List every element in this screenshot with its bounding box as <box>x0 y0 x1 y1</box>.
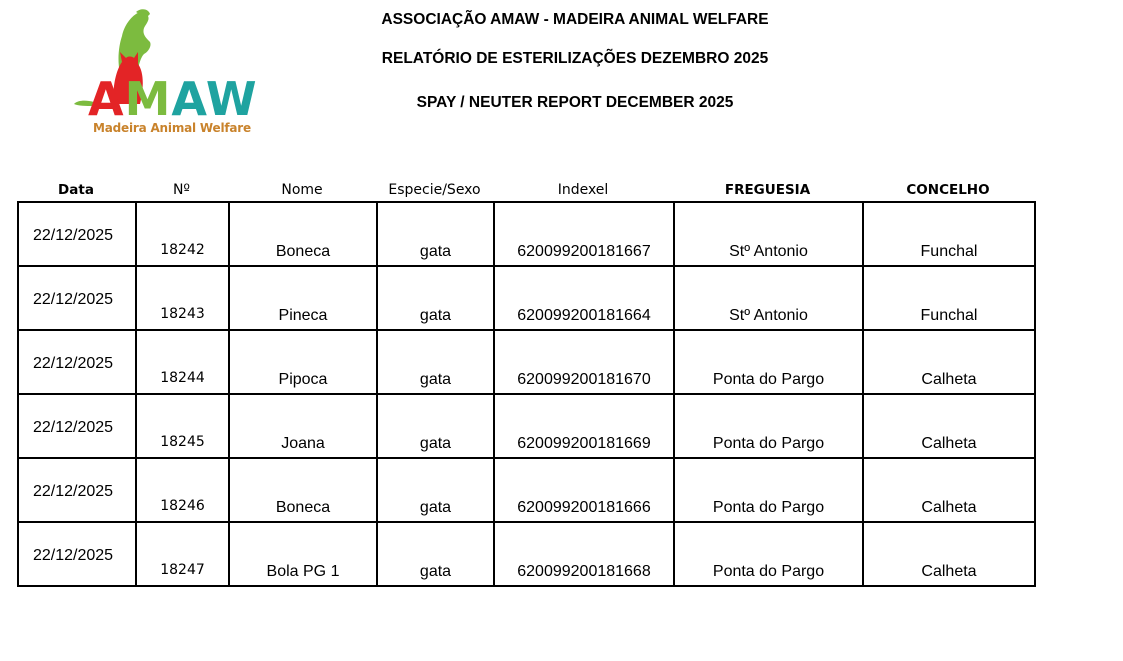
number-cell <box>136 266 229 330</box>
freguesia-cell-text: Ponta do Pargo <box>712 435 825 452</box>
column-header-numero: Nº <box>172 182 191 198</box>
concelho-cell <box>863 522 1035 586</box>
concelho-cell-text: Calheta <box>921 563 977 580</box>
freguesia-cell <box>674 202 863 266</box>
indexel-cell-text: 620099200181668 <box>517 563 651 580</box>
number-cell <box>136 394 229 458</box>
name-cell <box>229 266 377 330</box>
indexel-cell <box>494 202 674 266</box>
freguesia-cell <box>674 522 863 586</box>
indexel-cell <box>494 458 674 522</box>
indexel-cell <box>494 394 674 458</box>
number-cell-text: 18244 <box>160 370 205 386</box>
date-cell <box>18 266 136 330</box>
concelho-cell <box>863 458 1035 522</box>
column-header-indexel: Indexel <box>557 182 609 198</box>
indexel-cell <box>494 330 674 394</box>
number-cell-text: 18242 <box>160 242 205 258</box>
table-row <box>18 458 1035 522</box>
freguesia-cell-text: Ponta do Pargo <box>712 563 825 580</box>
amaw-logo: AMAW <box>66 8 250 140</box>
logo-tagline: Madeira Animal Welfare <box>93 121 251 135</box>
concelho-cell-text: Funchal <box>920 243 978 260</box>
species-sex-cell <box>377 266 494 330</box>
concelho-cell <box>863 394 1035 458</box>
indexel-cell-text: 620099200181669 <box>517 435 651 452</box>
concelho-cell <box>863 266 1035 330</box>
indexel-cell <box>494 266 674 330</box>
freguesia-cell-text: Stº Antonio <box>729 243 808 260</box>
table-row <box>18 394 1035 458</box>
indexel-cell-text: 620099200181670 <box>517 371 651 388</box>
species-sex-cell-text: gata <box>419 563 452 580</box>
freguesia-cell <box>674 394 863 458</box>
species-sex-cell-text: gata <box>419 307 452 324</box>
indexel-cell-text: 620099200181666 <box>517 499 651 516</box>
date-cell-text: 22/12/2025 <box>33 227 114 244</box>
freguesia-cell <box>674 458 863 522</box>
number-cell <box>136 458 229 522</box>
number-cell <box>136 522 229 586</box>
date-cell-text: 22/12/2025 <box>33 291 114 308</box>
date-cell-text: 22/12/2025 <box>33 483 114 500</box>
name-cell <box>229 330 377 394</box>
concelho-cell-text: Calheta <box>921 499 977 516</box>
number-cell <box>136 330 229 394</box>
freguesia-cell <box>674 330 863 394</box>
date-cell-text: 22/12/2025 <box>33 419 114 436</box>
date-cell <box>18 522 136 586</box>
name-cell-text: Boneca <box>275 243 331 260</box>
freguesia-cell-text: Ponta do Pargo <box>712 499 825 516</box>
name-cell <box>229 522 377 586</box>
number-cell <box>136 202 229 266</box>
species-sex-cell-text: gata <box>419 499 452 516</box>
indexel-cell <box>494 522 674 586</box>
column-header-data: Data <box>58 182 94 198</box>
column-header-especie-sexo: Especie/Sexo <box>388 182 481 198</box>
column-header-freguesia: FREGUESIA <box>724 182 811 198</box>
name-cell <box>229 458 377 522</box>
species-sex-cell-text: gata <box>419 371 452 388</box>
report-title-pt: RELATÓRIO DE ESTERILIZAÇÕES DEZEMBRO 2025 <box>381 50 769 67</box>
species-sex-cell <box>377 458 494 522</box>
date-cell <box>18 458 136 522</box>
species-sex-cell <box>377 330 494 394</box>
column-header-concelho: CONCELHO <box>906 182 990 198</box>
date-cell-text: 22/12/2025 <box>33 355 114 372</box>
species-sex-cell-text: gata <box>419 243 452 260</box>
species-sex-cell <box>377 394 494 458</box>
table-row <box>18 202 1035 266</box>
species-sex-cell <box>377 202 494 266</box>
concelho-cell <box>863 330 1035 394</box>
number-cell-text: 18243 <box>160 306 205 322</box>
name-cell-text: Boneca <box>275 499 331 516</box>
date-cell <box>18 330 136 394</box>
freguesia-cell-text: Ponta do Pargo <box>712 371 825 388</box>
table-row <box>18 330 1035 394</box>
freguesia-cell <box>674 266 863 330</box>
name-cell-text: Bola PG 1 <box>266 563 340 580</box>
column-header-nome: Nome <box>281 182 323 198</box>
name-cell <box>229 202 377 266</box>
concelho-cell-text: Calheta <box>921 371 977 388</box>
name-cell-text: Pineca <box>278 307 328 324</box>
date-cell <box>18 202 136 266</box>
sterilization-table <box>17 201 1036 587</box>
number-cell-text: 18246 <box>160 498 205 514</box>
species-sex-cell-text: gata <box>419 435 452 452</box>
name-cell-text: Pipoca <box>278 371 328 388</box>
indexel-cell-text: 620099200181664 <box>517 307 651 324</box>
date-cell <box>18 394 136 458</box>
number-cell-text: 18245 <box>160 434 205 450</box>
name-cell <box>229 394 377 458</box>
concelho-cell-text: Funchal <box>920 307 978 324</box>
concelho-cell <box>863 202 1035 266</box>
species-sex-cell <box>377 522 494 586</box>
concelho-cell-text: Calheta <box>921 435 977 452</box>
table-row <box>18 522 1035 586</box>
number-cell-text: 18247 <box>160 562 205 578</box>
report-title-en: SPAY / NEUTER REPORT DECEMBER 2025 <box>416 94 734 111</box>
date-cell-text: 22/12/2025 <box>33 547 114 564</box>
org-title: ASSOCIAÇÃO AMAW - MADEIRA ANIMAL WELFARE <box>381 11 769 28</box>
indexel-cell-text: 620099200181667 <box>517 243 651 260</box>
freguesia-cell-text: Stº Antonio <box>729 307 808 324</box>
table-row <box>18 266 1035 330</box>
name-cell-text: Joana <box>281 435 325 452</box>
